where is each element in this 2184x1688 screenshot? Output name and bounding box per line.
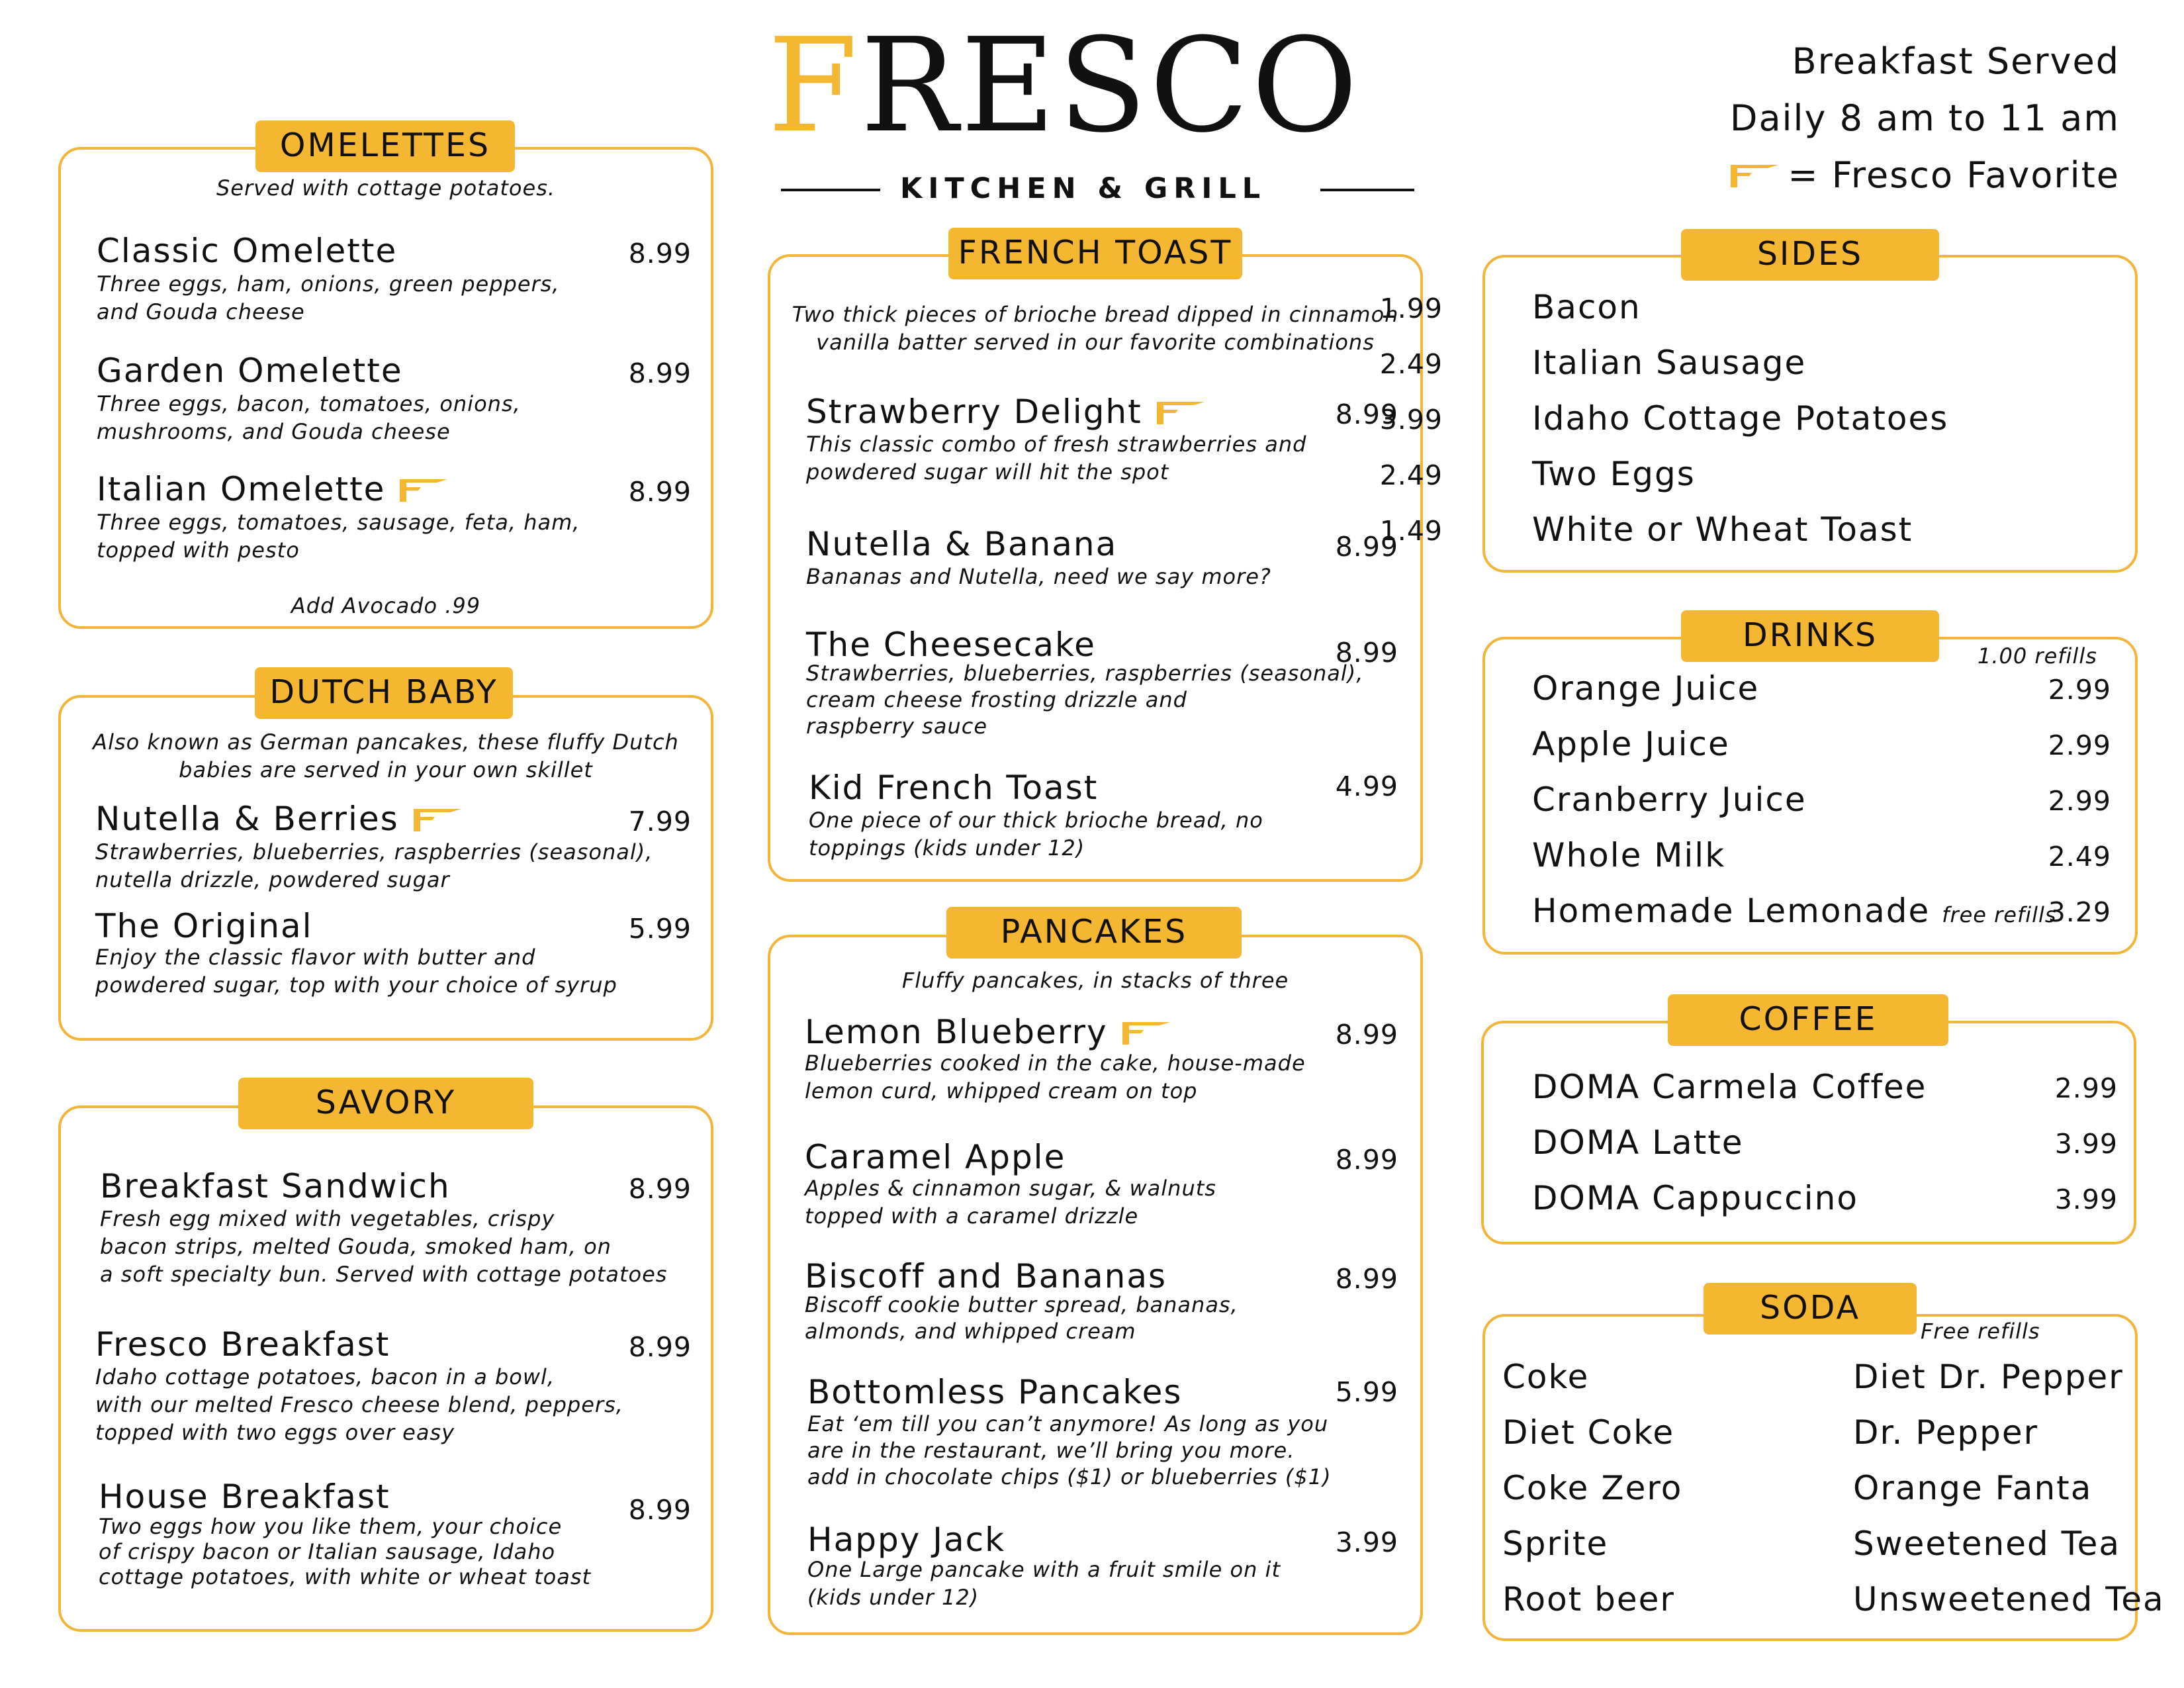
menu-item-name: The Cheesecake	[806, 626, 1096, 664]
fresco-favorite-icon	[414, 806, 461, 831]
menu-item-desc: lemon curd, whipped cream on top	[805, 1078, 1198, 1103]
hours-line-1: Breakfast Served	[1792, 40, 2120, 82]
soda-item: Diet Dr. Pepper	[1853, 1358, 2124, 1396]
menu-item-price: 8.99	[1335, 1019, 1398, 1051]
menu-item-name: Bacon	[1532, 288, 1641, 326]
menu-item-desc: Three eggs, ham, onions, green peppers,	[97, 271, 560, 297]
menu-item-name: Nutella & Banana	[806, 525, 1118, 563]
menu-item-desc: Bananas and Nutella, need we say more?	[806, 564, 1271, 589]
menu-item-name	[1532, 892, 2057, 933]
menu-item-price: 4.99	[1335, 771, 1398, 802]
menu-item-name	[95, 800, 461, 837]
menu-item-name: Idaho Cottage Potatoes	[1532, 399, 1949, 438]
menu-item-desc: raspberry sauce	[806, 714, 988, 739]
soda-item: Coke Zero	[1502, 1469, 1683, 1507]
soda-refill-note: Free refills	[1921, 1319, 2040, 1344]
french-toast-note: Two thick pieces of brioche bread dipped in cinnamon	[792, 302, 1399, 327]
menu-item-price: 5.99	[628, 913, 692, 945]
menu-item-name-text: Lemon Blueberry	[805, 1013, 1108, 1051]
menu-item-name: Two Eggs	[1532, 455, 1696, 493]
soda-item: Orange Fanta	[1853, 1469, 2093, 1507]
menu-item-name: Bottomless Pancakes	[807, 1373, 1183, 1411]
menu-item-price: 7.99	[628, 806, 692, 837]
menu-item-name: DOMA Cappuccino	[1532, 1179, 1858, 1217]
menu-item-price: 1.49	[1379, 515, 1443, 547]
soda-item: Dr. Pepper	[1853, 1413, 2039, 1452]
dutch-baby-heading: DUTCH BABY	[255, 667, 513, 719]
menu-item-desc: mushrooms, and Gouda cheese	[97, 419, 451, 444]
fresco-favorite-icon	[400, 477, 447, 502]
lemonade-refill-note: free refills	[1942, 902, 2057, 927]
menu-item-name: Caramel Apple	[805, 1138, 1066, 1176]
menu-item-price: 2.49	[2048, 841, 2111, 872]
menu-item-price: 3.99	[2054, 1128, 2118, 1160]
soda-item: Coke	[1502, 1358, 1590, 1396]
menu-item-price: 2.99	[2048, 785, 2111, 817]
pancakes-heading: PANCAKES	[946, 907, 1242, 959]
menu-item-desc: bacon strips, melted Gouda, smoked ham, on	[100, 1234, 612, 1259]
menu-item-price: 2.49	[1379, 348, 1443, 380]
omelettes-heading: OMELETTES	[255, 120, 515, 172]
menu-item-name: Apple Juice	[1532, 725, 1730, 763]
menu-item-desc: Blueberries cooked in the cake, house-made	[805, 1051, 1306, 1076]
soda-item: Sprite	[1502, 1524, 1609, 1563]
menu-item-name: Orange Juice	[1532, 669, 1760, 708]
menu-item-name: Classic Omelette	[97, 232, 398, 270]
menu-item-price: 8.99	[1335, 637, 1398, 669]
menu-item-price: 8.99	[628, 357, 692, 389]
menu-item-desc: and Gouda cheese	[97, 299, 305, 324]
menu-item-desc: This classic combo of fresh strawberries and	[806, 432, 1307, 457]
menu-item-desc: powdered sugar will hit the spot	[806, 459, 1169, 485]
logo-subtitle: KITCHEN & GRILL	[900, 172, 1267, 205]
menu-item-name: Garden Omelette	[97, 352, 403, 390]
menu-item-name: Breakfast Sandwich	[100, 1167, 451, 1205]
soda-item: Unsweetened Tea	[1853, 1580, 2165, 1618]
menu-item-desc: topped with pesto	[97, 538, 300, 563]
soda-item: Root beer	[1502, 1580, 1675, 1618]
logo-rule-right	[1320, 189, 1414, 191]
dutch-baby-note: babies are served in your own skillet	[179, 757, 593, 782]
menu-item-name: Whole Milk	[1532, 836, 1726, 874]
menu-item-desc: Enjoy the classic flavor with butter and	[95, 945, 536, 970]
menu-item-name: Fresco Breakfast	[95, 1325, 390, 1364]
drinks-heading: DRINKS	[1681, 610, 1939, 662]
menu-item-name-text: Homemade Lemonade	[1532, 892, 1931, 930]
menu-item-desc: Apples & cinnamon sugar, & walnuts	[805, 1176, 1216, 1201]
fresco-favorite-icon	[1122, 1019, 1170, 1045]
menu-item-name: DOMA Carmela Coffee	[1532, 1068, 1927, 1106]
menu-item-desc: topped with a caramel drizzle	[805, 1203, 1139, 1229]
menu-item-price: 3.99	[2054, 1184, 2118, 1215]
fresco-favorite-icon	[1731, 162, 1778, 187]
menu-item-name-text: Italian Omelette	[97, 470, 386, 508]
logo-initial: F	[768, 11, 860, 162]
menu-item-name: White or Wheat Toast	[1532, 510, 1913, 549]
menu-item-name: House Breakfast	[99, 1477, 390, 1516]
menu-item-desc: cottage potatoes, with white or wheat toast	[99, 1564, 592, 1589]
fresco-favorite-icon	[1157, 399, 1205, 424]
drinks-refill-note: 1.00 refills	[1978, 643, 2097, 669]
menu-item-name: Happy Jack	[807, 1521, 1006, 1559]
menu-item-price: 3.99	[1335, 1526, 1398, 1558]
menu-item-desc: with our melted Fresco cheese blend, peppers,	[95, 1392, 623, 1417]
menu-item-price: 1.99	[1379, 293, 1443, 324]
menu-item-desc: One piece of our thick brioche bread, no	[809, 808, 1263, 833]
menu-item-desc: powdered sugar, top with your choice of syrup	[95, 972, 617, 998]
menu-item-desc: topped with two eggs over easy	[95, 1420, 455, 1445]
coffee-heading: COFFEE	[1668, 994, 1948, 1046]
menu-item-desc: toppings (kids under 12)	[809, 835, 1085, 861]
menu-item-name: Kid French Toast	[809, 769, 1099, 807]
menu-item-desc: Fresh egg mixed with vegetables, crispy	[100, 1206, 555, 1231]
menu-item-price: 8.99	[628, 1494, 692, 1526]
menu-item-desc: add in chocolate chips ($1) or blueberries ($1)	[807, 1464, 1332, 1489]
menu-item-desc: Strawberries, blueberries, raspberries (seasonal),	[95, 839, 653, 865]
logo-wordmark	[768, 11, 1361, 162]
menu-item-desc: Idaho cottage potatoes, bacon in a bowl,	[95, 1364, 555, 1389]
menu-item-price: 8.99	[628, 238, 692, 269]
menu-item-name: Biscoff and Bananas	[805, 1257, 1167, 1295]
menu-item-price: 8.99	[1335, 531, 1398, 563]
menu-item-desc: Strawberries, blueberries, raspberries (seasonal),	[806, 661, 1364, 686]
logo-rest: RESCO	[860, 11, 1361, 162]
dutch-baby-note: Also known as German pancakes, these fluffy Dutch	[93, 729, 679, 755]
menu-item-price: 8.99	[1335, 1144, 1398, 1176]
menu-item-name	[805, 1013, 1170, 1051]
menu-item-price: 2.99	[2054, 1072, 2118, 1104]
menu-item-price: 8.99	[1335, 1263, 1398, 1295]
menu-item-price: 8.99	[628, 1331, 692, 1363]
menu-item-price: 2.49	[1379, 459, 1443, 491]
menu-item-name	[806, 393, 1205, 430]
menu-item-desc: are in the restaurant, we’ll bring you more.	[807, 1438, 1295, 1463]
menu-item-desc: of crispy bacon or Italian sausage, Idaho	[99, 1539, 556, 1564]
menu-item-name-text: Strawberry Delight	[806, 393, 1142, 431]
soda-item: Sweetened Tea	[1853, 1524, 2121, 1563]
menu-item-price: 8.99	[628, 476, 692, 508]
omelettes-footer: Add Avocado .99	[291, 593, 481, 618]
menu-item-desc: Two eggs how you like them, your choice	[99, 1514, 563, 1539]
favorite-legend	[1731, 154, 2120, 197]
menu-item-name: The Original	[95, 907, 313, 945]
menu-item-desc: (kids under 12)	[807, 1585, 979, 1610]
logo-rule-left	[781, 189, 880, 191]
sides-heading: SIDES	[1681, 229, 1939, 281]
menu-item-desc: Eat ‘em till you can’t anymore! As long as you	[807, 1411, 1329, 1436]
hours-line-2: Daily 8 am to 11 am	[1729, 97, 2120, 139]
french-toast-heading: FRENCH TOAST	[948, 228, 1242, 279]
menu-item-desc: a soft specialty bun. Served with cottage potatoes	[100, 1262, 668, 1287]
menu-item-desc: Biscoff cookie butter spread, bananas,	[805, 1292, 1238, 1317]
menu-item-name: Italian Sausage	[1532, 344, 1807, 382]
menu-item-price: 5.99	[1335, 1376, 1398, 1408]
menu-item-name-text: Nutella & Berries	[95, 800, 399, 838]
menu-item-desc: One Large pancake with a fruit smile on it	[807, 1557, 1281, 1582]
menu-item-desc: nutella drizzle, powdered sugar	[95, 867, 450, 892]
menu-item-desc: Three eggs, tomatoes, sausage, feta, ham,	[97, 510, 580, 535]
omelettes-note: Served with cottage potatoes.	[216, 175, 556, 201]
pancakes-note: Fluffy pancakes, in stacks of three	[901, 968, 1289, 993]
menu-item-price: 8.99	[628, 1173, 692, 1205]
menu-item-desc: almonds, and whipped cream	[805, 1319, 1136, 1344]
french-toast-note: vanilla batter served in our favorite combinations	[816, 330, 1375, 355]
menu-item-price: 3.99	[1379, 404, 1443, 436]
menu-item-name: Cranberry Juice	[1532, 780, 1807, 819]
menu-item-name: DOMA Latte	[1532, 1123, 1744, 1162]
menu-item-price: 2.99	[2048, 674, 2111, 706]
menu-item-desc: Three eggs, bacon, tomatoes, onions,	[97, 391, 521, 416]
menu-item-price: 8.99	[1335, 399, 1398, 430]
favorite-legend-text: = Fresco Favorite	[1788, 154, 2120, 196]
savory-heading: SAVORY	[238, 1078, 533, 1129]
soda-heading: SODA	[1704, 1283, 1917, 1335]
menu-item-price: 3.29	[2048, 896, 2111, 928]
soda-item: Diet Coke	[1502, 1413, 1675, 1452]
menu-item-name	[97, 471, 447, 508]
menu-item-price: 2.99	[2048, 729, 2111, 761]
menu-item-desc: cream cheese frosting drizzle and	[806, 687, 1187, 712]
